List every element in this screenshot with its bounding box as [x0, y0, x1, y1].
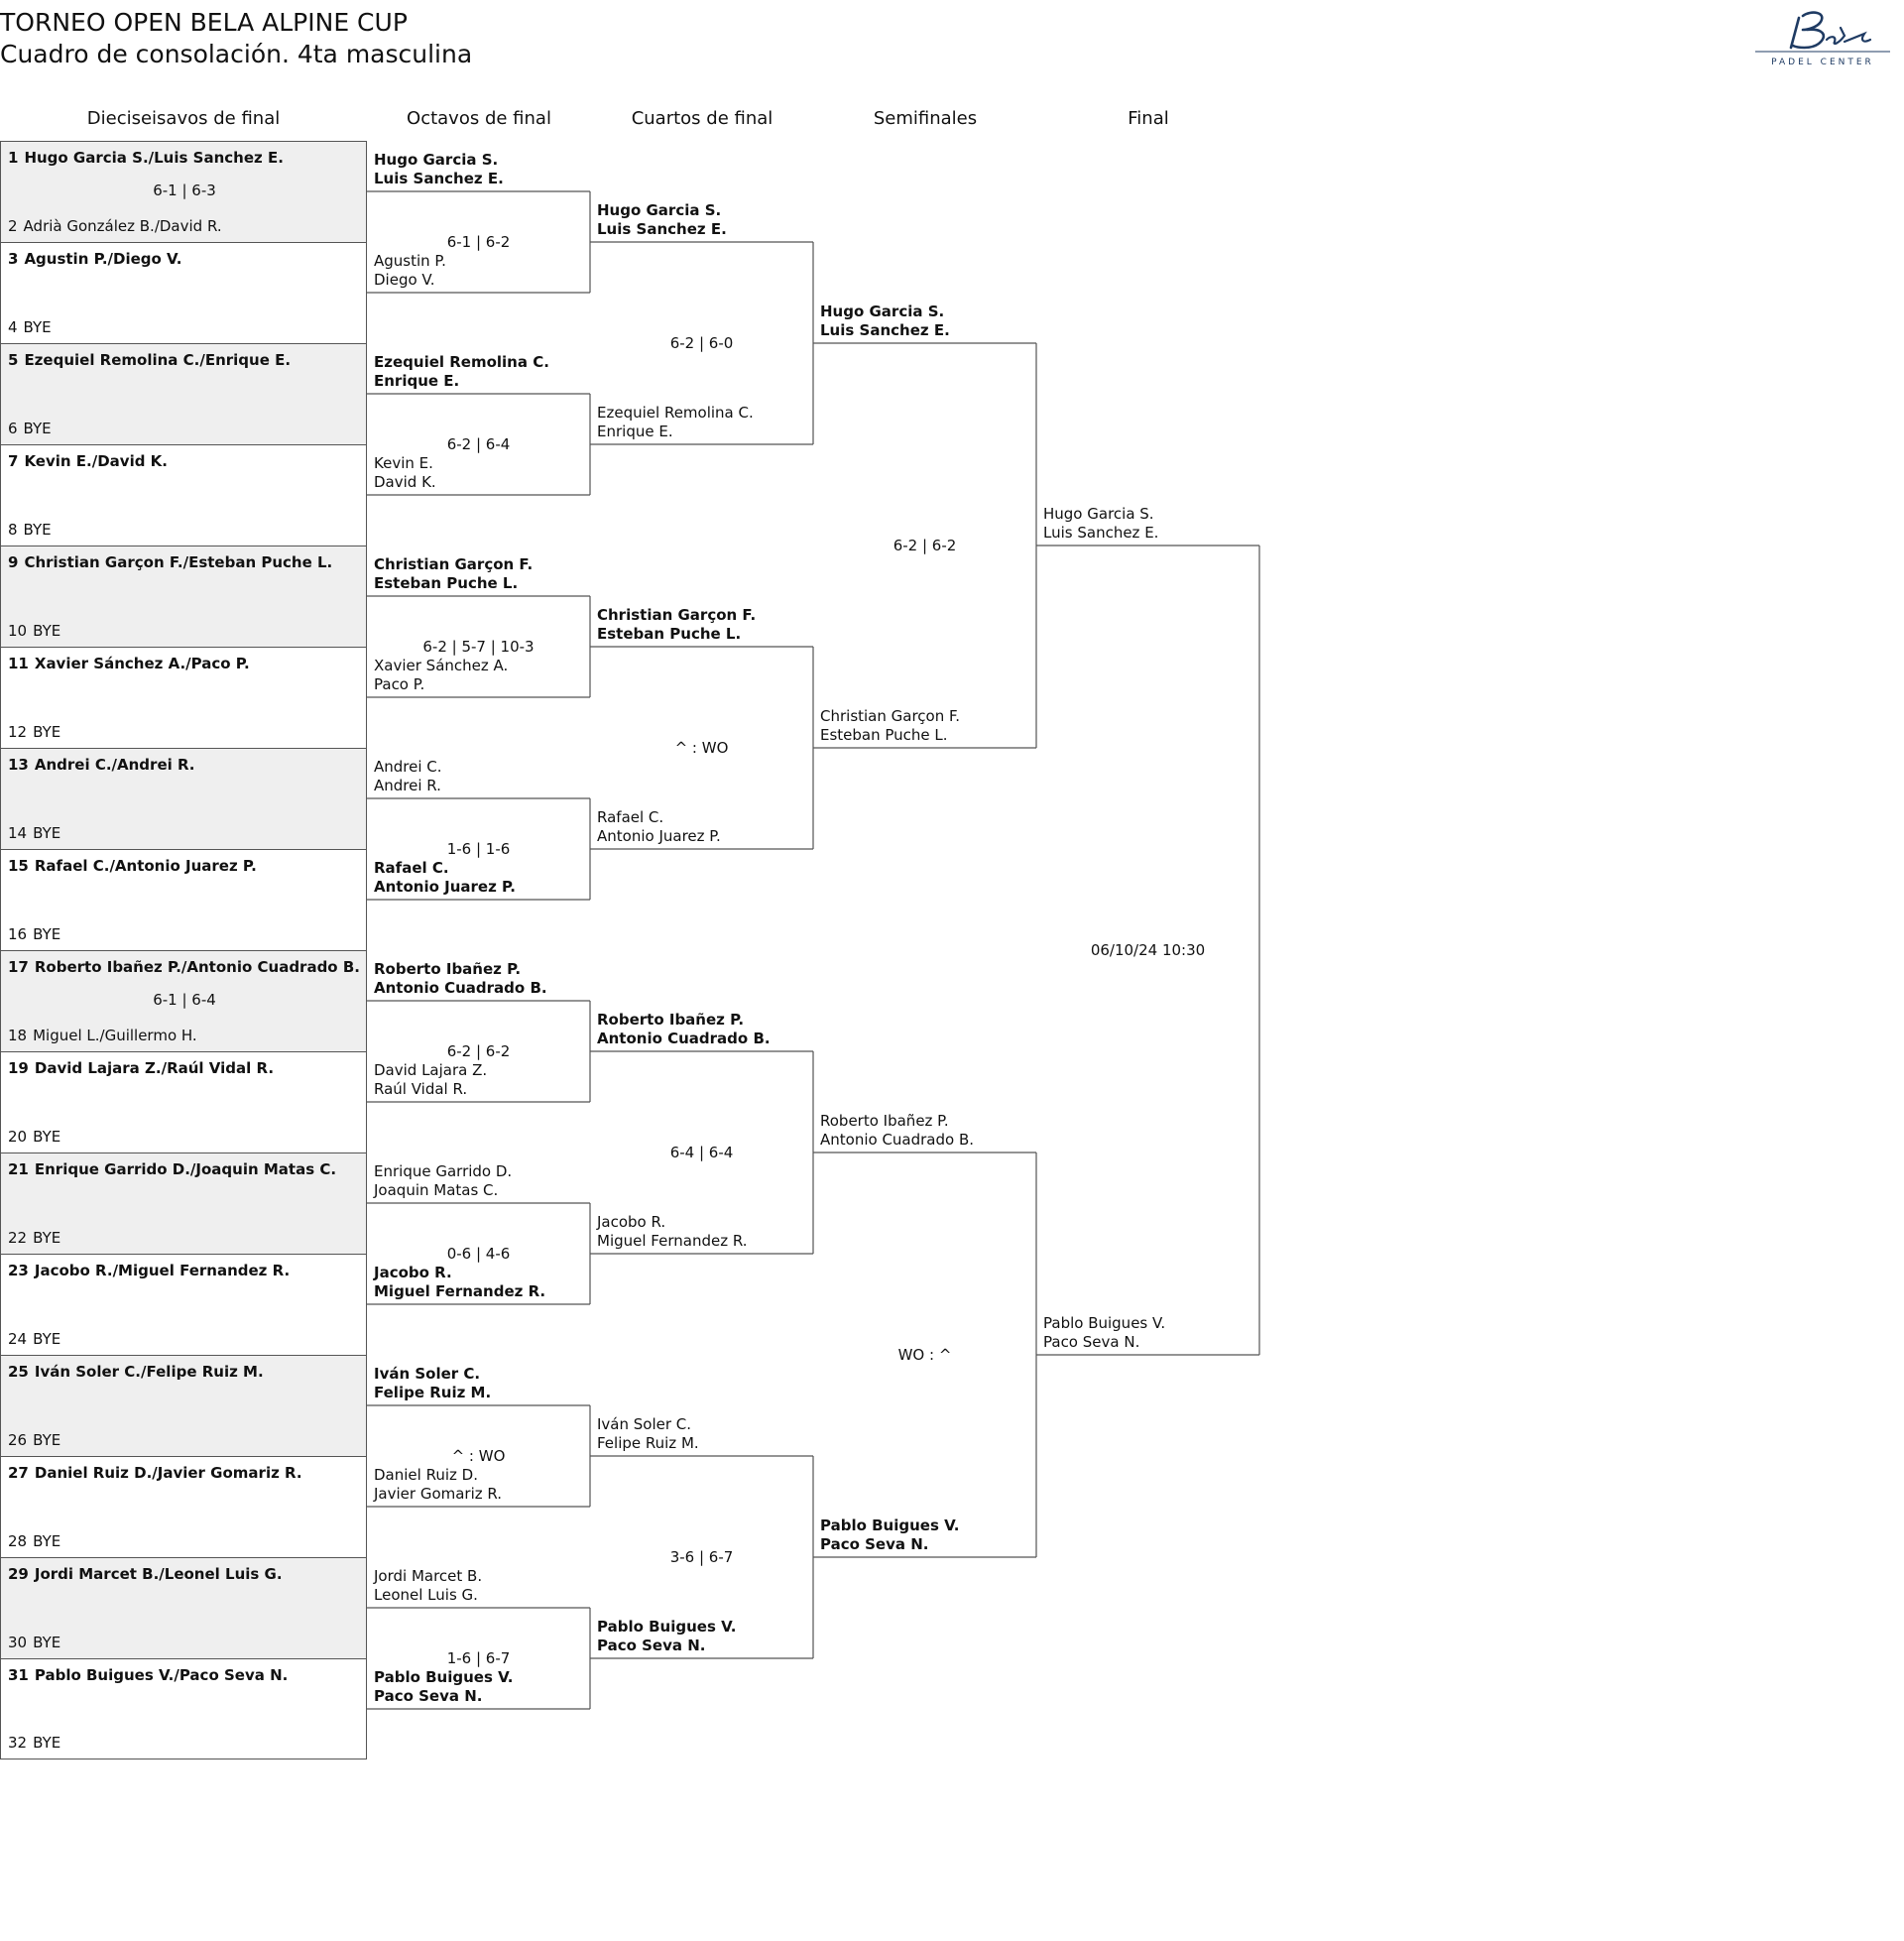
seed-team-top [8, 1565, 283, 1583]
seed-team-bottom [8, 521, 52, 539]
player-name: Paco Seva N. [597, 1637, 706, 1654]
seed-number: 22 [8, 1229, 28, 1247]
player-name: Esteban Puche L. [597, 625, 742, 643]
seed-team-top [8, 655, 250, 672]
team-name: BYE [33, 1431, 61, 1449]
seed-number: 9 [8, 553, 19, 571]
seed-team-bottom [8, 1634, 60, 1651]
seed-team-top [8, 351, 291, 369]
r32-match [0, 242, 367, 343]
seed-team-bottom [8, 1128, 60, 1146]
team-name: BYE [23, 420, 52, 437]
team-name: Daniel Ruiz D./Javier Gomariz R. [34, 1464, 302, 1482]
seed-team-bottom [8, 925, 60, 943]
match-score: ^ : WO [451, 1447, 506, 1465]
seed-team-bottom [8, 318, 52, 336]
player-name: Enrique Garrido D. [374, 1162, 513, 1180]
player-name: Esteban Puche L. [374, 574, 519, 592]
seed-number: 21 [8, 1160, 29, 1178]
player-name: Hugo Garcia S. [597, 201, 722, 219]
player-name: Diego V. [374, 271, 435, 289]
team-name: BYE [33, 1330, 61, 1348]
seed-team-top [8, 452, 168, 470]
seed-number: 18 [8, 1027, 28, 1044]
team-name: Christian Garçon F./Esteban Puche L. [24, 553, 333, 571]
team-name: BYE [33, 1229, 61, 1247]
match-score: 6-2 | 6-2 [446, 1042, 511, 1060]
player-name: Luis Sanchez E. [1043, 524, 1159, 542]
player-name: Christian Garçon F. [597, 606, 757, 624]
team-name: BYE [33, 1532, 61, 1550]
team-name: Jacobo R./Miguel Fernandez R. [34, 1262, 291, 1279]
seed-number: 13 [8, 756, 29, 774]
seed-number: 8 [8, 521, 18, 539]
r32-match [0, 950, 367, 1051]
team-name: Jordi Marcet B./Leonel Luis G. [34, 1565, 283, 1583]
team-name: David Lajara Z./Raúl Vidal R. [34, 1059, 275, 1077]
seed-number: 20 [8, 1128, 28, 1146]
team-name: BYE [23, 521, 52, 539]
player-name: Ezequiel Remolina C. [597, 404, 754, 422]
player-name: Andrei R. [374, 777, 441, 794]
round-header: Cuartos de final [631, 108, 774, 129]
team-name: BYE [33, 824, 61, 842]
team-name: Enrique Garrido D./Joaquin Matas C. [34, 1160, 337, 1178]
r32-match [0, 343, 367, 444]
seed-team-top [8, 857, 257, 875]
r32-match [0, 444, 367, 546]
seed-number: 15 [8, 857, 29, 875]
match-score: ^ : WO [674, 739, 729, 757]
r32-match [0, 1152, 367, 1254]
seed-team-top [8, 1160, 336, 1178]
seed-number: 26 [8, 1431, 28, 1449]
player-name: Roberto Ibañez P. [597, 1011, 745, 1029]
player-name: Hugo Garcia S. [1043, 505, 1154, 523]
player-name: Pablo Buigues V. [820, 1516, 960, 1534]
seed-number: 28 [8, 1532, 28, 1550]
seed-number: 5 [8, 351, 19, 369]
seed-number: 23 [8, 1262, 29, 1279]
seed-number: 19 [8, 1059, 29, 1077]
team-name: Rafael C./Antonio Juarez P. [34, 857, 257, 875]
match-score: WO : ^ [897, 1346, 952, 1364]
player-name: Andrei C. [374, 758, 442, 776]
round-header: Semifinales [873, 108, 978, 129]
player-name: Antonio Juarez P. [374, 878, 516, 896]
team-name: Kevin E./David K. [24, 452, 168, 470]
seed-team-bottom [8, 217, 222, 235]
player-name: Leonel Luis G. [374, 1586, 478, 1604]
player-name: Javier Gomariz R. [374, 1485, 503, 1503]
player-name: Christian Garçon F. [820, 707, 960, 725]
match-score: 6-2 | 6-0 [669, 334, 734, 352]
team-name: BYE [33, 1734, 61, 1752]
player-name: Antonio Cuadrado B. [597, 1030, 771, 1047]
player-name: Pablo Buigues V. [597, 1618, 737, 1636]
seed-team-bottom [8, 1027, 197, 1044]
page-subtitle: Cuadro de consolación. 4ta masculina [0, 40, 473, 68]
player-name: Iván Soler C. [374, 1365, 481, 1383]
seed-team-top [8, 1059, 274, 1077]
seed-number: 7 [8, 452, 19, 470]
match-score: 6-1 | 6-4 [153, 991, 216, 1009]
match-score: 0-6 | 4-6 [446, 1245, 511, 1263]
player-name: Ezequiel Remolina C. [374, 353, 549, 371]
seed-team-top [8, 756, 195, 774]
team-name: Miguel L./Guillermo H. [33, 1027, 197, 1044]
player-name: Antonio Juarez P. [597, 827, 721, 845]
player-name: Jordi Marcet B. [374, 1567, 483, 1585]
match-score: 6-1 | 6-3 [153, 182, 216, 199]
seed-team-top [8, 250, 181, 268]
player-name: Hugo Garcia S. [820, 303, 945, 320]
player-name: Christian Garçon F. [374, 555, 534, 573]
player-name: Joaquin Matas C. [374, 1181, 499, 1199]
seed-team-bottom [8, 1734, 60, 1752]
logo-caption: PADEL CENTER [1771, 58, 1874, 67]
seed-team-top [8, 1262, 290, 1279]
player-name: Pablo Buigues V. [1043, 1314, 1166, 1332]
player-name: Paco P. [374, 675, 425, 693]
team-name: Agustin P./Diego V. [24, 250, 182, 268]
round-header: Final [1128, 108, 1169, 129]
seed-team-bottom [8, 1532, 60, 1550]
player-name: David K. [374, 473, 436, 491]
seed-number: 2 [8, 217, 18, 235]
match-score: 6-1 | 6-2 [446, 233, 511, 251]
seed-team-bottom [8, 723, 60, 741]
r32-match [0, 1051, 367, 1152]
player-name: Miguel Fernandez R. [597, 1232, 748, 1250]
seed-number: 4 [8, 318, 18, 336]
player-name: Enrique E. [597, 423, 673, 440]
player-name: Agustin P. [374, 252, 446, 270]
seed-team-bottom [8, 1229, 60, 1247]
match-score: 1-6 | 6-7 [446, 1649, 511, 1667]
player-name: Roberto Ibañez P. [820, 1112, 949, 1130]
team-name: BYE [23, 318, 52, 336]
player-name: Raúl Vidal R. [374, 1080, 468, 1098]
seed-number: 14 [8, 824, 28, 842]
r32-match [0, 546, 367, 647]
player-name: Felipe Ruiz M. [374, 1384, 492, 1401]
player-name: Paco Seva N. [1043, 1333, 1140, 1351]
seed-number: 32 [8, 1734, 28, 1752]
r32-match [0, 748, 367, 849]
seed-number: 16 [8, 925, 28, 943]
team-name: Adrià González B./David R. [23, 217, 222, 235]
r32-match [0, 647, 367, 748]
r32-match [0, 141, 367, 242]
player-name: Paco Seva N. [820, 1535, 929, 1553]
team-name: BYE [33, 1128, 61, 1146]
team-name: Hugo Garcia S./Luis Sanchez E. [24, 149, 284, 167]
player-name: Enrique E. [374, 372, 460, 390]
player-name: Miguel Fernandez R. [374, 1282, 546, 1300]
player-name: Kevin E. [374, 454, 433, 472]
seed-team-top [8, 553, 332, 571]
seed-number: 30 [8, 1634, 28, 1651]
page-title: TORNEO OPEN BELA ALPINE CUP [0, 8, 408, 37]
team-name: BYE [33, 1634, 61, 1651]
round-header: Octavos de final [407, 108, 551, 129]
player-name: Felipe Ruiz M. [597, 1434, 699, 1452]
seed-number: 12 [8, 723, 28, 741]
seed-team-bottom [8, 1330, 60, 1348]
player-name: Jacobo R. [374, 1264, 452, 1281]
team-name: Xavier Sánchez A./Paco P. [34, 655, 250, 672]
team-name: Ezequiel Remolina C./Enrique E. [24, 351, 292, 369]
r32-match [0, 849, 367, 950]
match-score: 1-6 | 1-6 [446, 840, 511, 858]
seed-number: 24 [8, 1330, 28, 1348]
seed-number: 29 [8, 1565, 29, 1583]
round-header: Dieciseisavos de final [86, 108, 281, 129]
player-name: David Lajara Z. [374, 1061, 488, 1079]
team-name: BYE [33, 622, 61, 640]
team-name: Roberto Ibañez P./Antonio Cuadrado B. [34, 958, 360, 976]
player-name: Antonio Cuadrado B. [374, 979, 547, 997]
seed-team-bottom [8, 622, 60, 640]
player-name: Pablo Buigues V. [374, 1668, 514, 1686]
seed-number: 3 [8, 250, 19, 268]
seed-number: 25 [8, 1363, 29, 1381]
r32-match [0, 1658, 367, 1759]
r32-match [0, 1254, 367, 1355]
r32-match [0, 1355, 367, 1456]
r32-match [0, 1557, 367, 1658]
seed-team-top [8, 1464, 302, 1482]
seed-team-bottom [8, 1431, 60, 1449]
seed-team-top [8, 149, 284, 167]
seed-number: 17 [8, 958, 29, 976]
player-name: Rafael C. [374, 859, 449, 877]
seed-team-top [8, 958, 360, 976]
player-name: Roberto Ibañez P. [374, 960, 522, 978]
team-name: BYE [33, 723, 61, 741]
player-name: Paco Seva N. [374, 1687, 483, 1705]
team-name: Iván Soler C./Felipe Ruiz M. [34, 1363, 264, 1381]
player-name: Luis Sanchez E. [820, 321, 950, 339]
r32-match [0, 1456, 367, 1557]
seed-team-bottom [8, 420, 52, 437]
seed-number: 10 [8, 622, 28, 640]
player-name: Antonio Cuadrado B. [820, 1131, 975, 1149]
seed-team-top [8, 1666, 288, 1684]
seed-number: 1 [8, 149, 19, 167]
seed-team-top [8, 1363, 264, 1381]
match-score: 6-2 | 6-4 [446, 435, 511, 453]
match-score: 6-4 | 6-4 [669, 1144, 734, 1161]
match-score: 6-2 | 5-7 | 10-3 [422, 638, 535, 656]
player-name: Hugo Garcia S. [374, 151, 499, 169]
seed-team-bottom [8, 824, 60, 842]
team-name: BYE [33, 925, 61, 943]
player-name: Luis Sanchez E. [374, 170, 504, 187]
player-name: Luis Sanchez E. [597, 220, 727, 238]
player-name: Rafael C. [597, 808, 664, 826]
player-name: Iván Soler C. [597, 1415, 692, 1433]
player-name: Jacobo R. [597, 1213, 666, 1231]
match-score: 6-2 | 6-2 [892, 537, 957, 554]
player-name: Daniel Ruiz D. [374, 1466, 478, 1484]
team-name: Pablo Buigues V./Paco Seva N. [34, 1666, 289, 1684]
seed-number: 11 [8, 655, 29, 672]
player-name: Esteban Puche L. [820, 726, 948, 744]
match-score: 3-6 | 6-7 [669, 1548, 734, 1566]
seed-number: 27 [8, 1464, 29, 1482]
team-name: Andrei C./Andrei R. [34, 756, 195, 774]
player-name: Xavier Sánchez A. [374, 657, 509, 674]
seed-number: 31 [8, 1666, 29, 1684]
seed-number: 6 [8, 420, 18, 437]
match-datetime: 06/10/24 10:30 [1090, 941, 1206, 959]
